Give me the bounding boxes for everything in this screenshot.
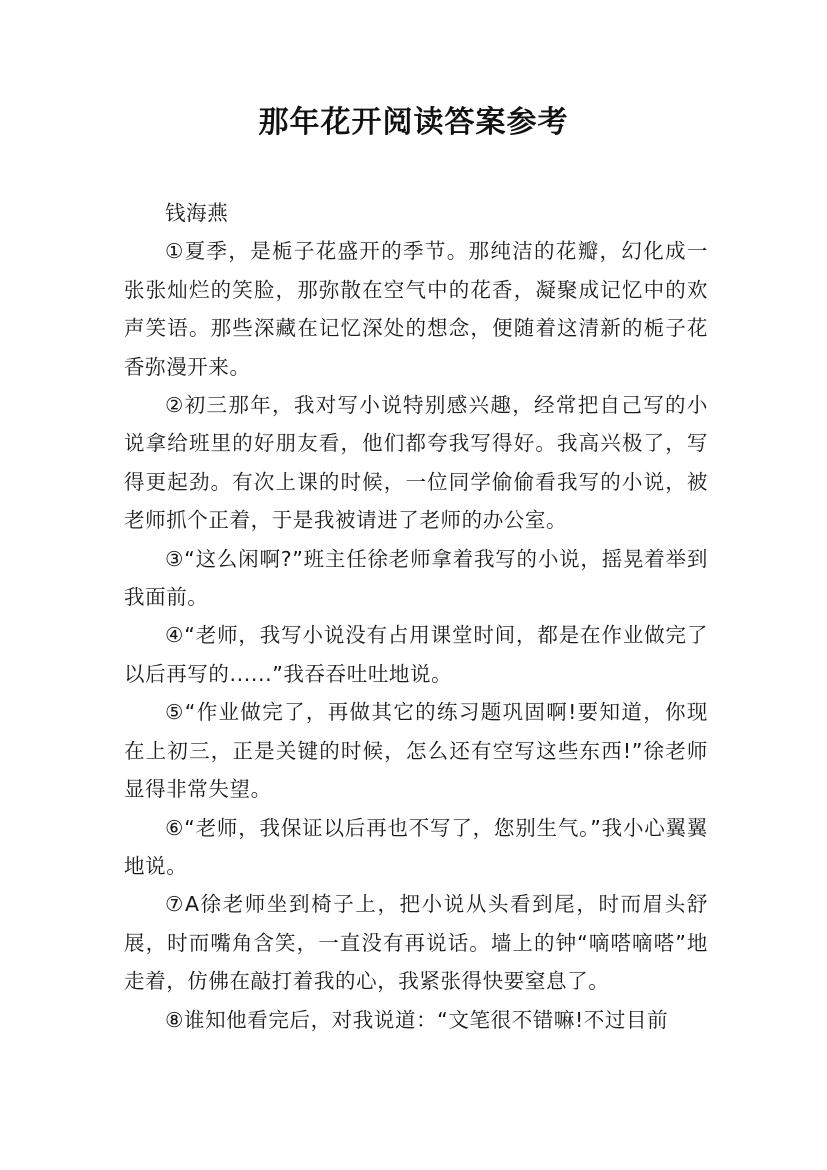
- paragraph-2: ②初三那年，我对写小说特别感兴趣，经常把自己写的小说拿给班里的好朋友看，他们都夸我写得好。我高兴极了，写得更起劲。有次上课的时候，一位同学偷偷看我写的小说，被老师抓个正着，于是我被请进了老师的办公室。: [124, 393, 708, 533]
- document-body: [124, 194, 708, 1039]
- document-title: 那年花开阅读答案参考: [258, 105, 569, 140]
- author-line: 钱海燕: [165, 201, 229, 225]
- paragraph-3: ③“这么闲啊?”班主任徐老师拿着我写的小说，摇晃着举到我面前。: [124, 546, 708, 610]
- paragraph-4: ④“老师，我写小说没有占用课堂时间，都是在作业做完了以后再写的......”我吞吞吐吐地说。: [124, 623, 708, 686]
- paragraph-8: ⑧谁知他看完后，对我说道：“文笔很不错嘛!不过目前: [165, 1007, 669, 1032]
- paragraph-6: ⑥“老师，我保证以后再也不写了，您别生气。”我小心翼翼地说。: [124, 815, 708, 878]
- paragraph-1: ①夏季，是栀子花盛开的季节。那纯洁的花瓣，幻化成一张张灿烂的笑脸，那弥散在空气中的花香，凝聚成记忆中的欢声笑语。那些深藏在记忆深处的想念，便随着这清新的栀子花香弥漫开来。: [124, 239, 708, 379]
- paragraph-5: ⑤“作业做完了，再做其它的练习题巩固啊!要知道，你现在上初三，正是关键的时候，怎么还有空写这些东西!”徐老师显得非常失望。: [124, 700, 708, 802]
- paragraph-7: ⑦A徐老师坐到椅子上，把小说从头看到尾，时而眉头舒展，时而嘴角含笑，一直没有再说话。墙上的钟“嘀嗒嘀嗒”地走着，仿佛在敲打着我的心，我紧张得快要窒息了。: [124, 892, 708, 994]
